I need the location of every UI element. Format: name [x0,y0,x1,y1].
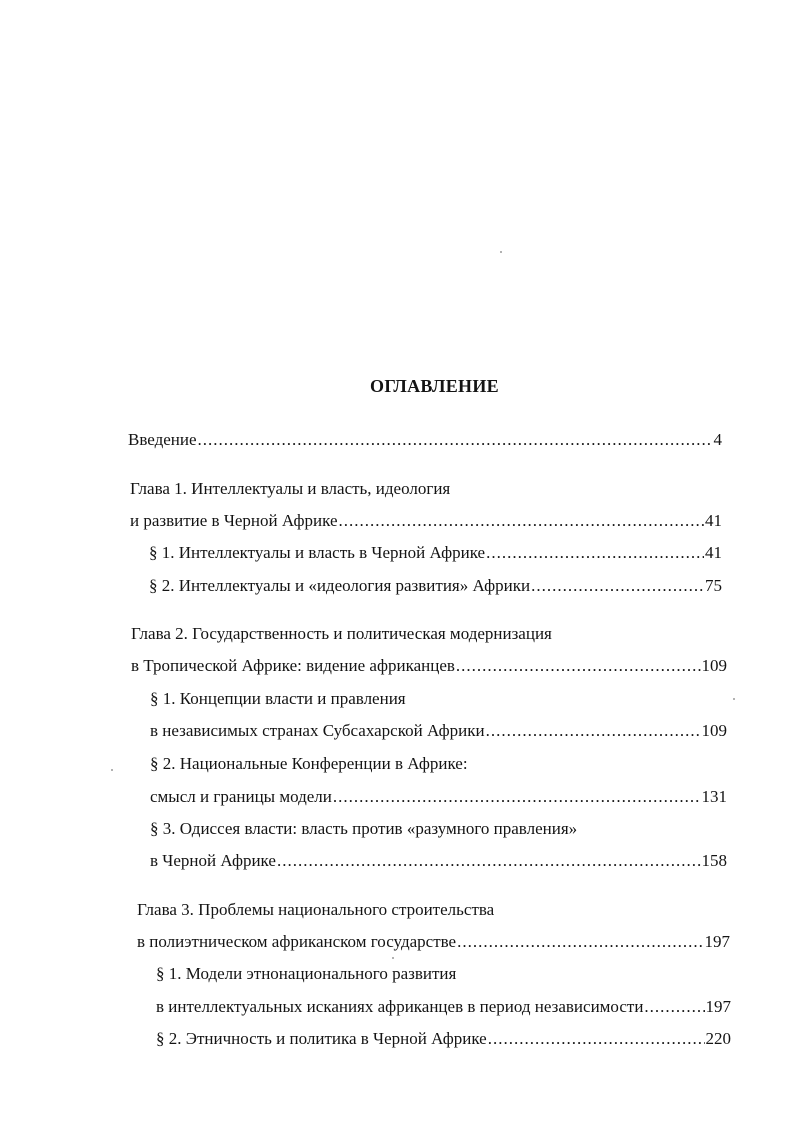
toc-page-number: 75 [705,576,722,595]
toc-entry-chapter-1-line-1 [130,477,450,501]
dot-leader [198,428,713,452]
toc-entry-chapter-2-line-2 [131,654,727,678]
toc-entry-chapter-3-section-1-line-1 [156,962,456,986]
toc-entry-text: в Черной Африке [150,851,276,870]
dot-leader [486,541,704,565]
toc-entry-text: смысл и границы модели [150,787,332,806]
scan-speck [111,769,113,771]
toc-entry-chapter-3-line-2 [137,930,730,954]
dot-leader [486,719,701,743]
toc-page-number: 158 [701,851,727,870]
toc-entry-chapter-1-section-2 [149,574,722,598]
scan-speck [733,698,735,700]
toc-page-number: 4 [713,430,722,449]
toc-entry-text: § 2. Этничность и политика в Черной Африке [156,1029,487,1048]
toc-entry-chapter-2-section-2-line-2 [150,785,727,809]
toc-entry-text: § 2. Интеллектуалы и «идеология развития» Африки [149,576,531,595]
dot-leader [644,995,704,1019]
toc-entry-text: § 1. Модели этнонационального развития [156,964,457,983]
toc-entry-text: § 1. Концепции власти и правления [150,689,406,708]
toc-entry-text: в интеллектуальных исканиях африканцев в период независимости [156,997,644,1016]
toc-entry-chapter-2-section-1-line-2 [150,719,727,743]
toc-entry-chapter-1-section-1 [149,541,722,565]
toc-entry-chapter-1-line-2 [130,509,722,533]
dot-leader [277,849,701,873]
toc-entry-chapter-2-section-3-line-2 [150,849,727,873]
toc-entry-text: в независимых странах Субсахарской Африки [150,721,485,740]
toc-entry-introduction [128,428,722,452]
toc-page-number: 41 [705,511,722,530]
toc-page-number: 220 [705,1029,731,1048]
dot-leader [456,654,701,678]
toc-page-number: 197 [704,932,730,951]
toc-entry-text: Глава 1. Интеллектуалы и власть, идеология [130,479,451,498]
toc-page-number: 41 [705,543,722,562]
toc-entry-chapter-2-line-1 [131,622,552,646]
toc-entry-text: § 2. Национальные Конференции в Африке: [150,754,468,773]
dot-leader [531,574,704,598]
toc-page-number: 109 [701,656,727,675]
toc-entry-text: и развитие в Черной Африке [130,511,338,530]
toc-entry-text: в Тропической Африке: видение африканцев [131,656,455,675]
toc-entry-chapter-2-section-1-line-1 [150,687,406,711]
toc-entry-chapter-3-section-1-line-2 [156,995,731,1019]
dot-leader [339,509,705,533]
toc-page-number: 109 [701,721,727,740]
toc-page-number: 197 [705,997,731,1016]
toc-entry-text: Глава 3. Проблемы национального строительства [137,900,495,919]
toc-entry-text: Глава 2. Государственность и политическая модернизация [131,624,552,643]
dot-leader [488,1027,705,1051]
dot-leader [457,930,703,954]
toc-entry-text: в полиэтническом африканском государстве [137,932,457,951]
toc-entry-text: Введение [128,430,197,449]
toc-entry-text: § 3. Одиссея власти: власть против «разумного правления» [150,819,578,838]
dot-leader [333,785,701,809]
toc-entry-chapter-2-section-2-line-1 [150,752,468,776]
toc-entry-chapter-2-section-3-line-1 [150,817,577,841]
toc-entry-chapter-3-line-1 [137,898,494,922]
page-title: ОГЛАВЛЕНИЕ [370,376,499,396]
scan-speck [392,957,394,959]
toc-entry-text: § 1. Интеллектуалы и власть в Черной Африке [149,543,486,562]
toc-page-number: 131 [701,787,727,806]
toc-entry-chapter-3-section-2 [156,1027,731,1051]
scan-speck [500,251,502,253]
